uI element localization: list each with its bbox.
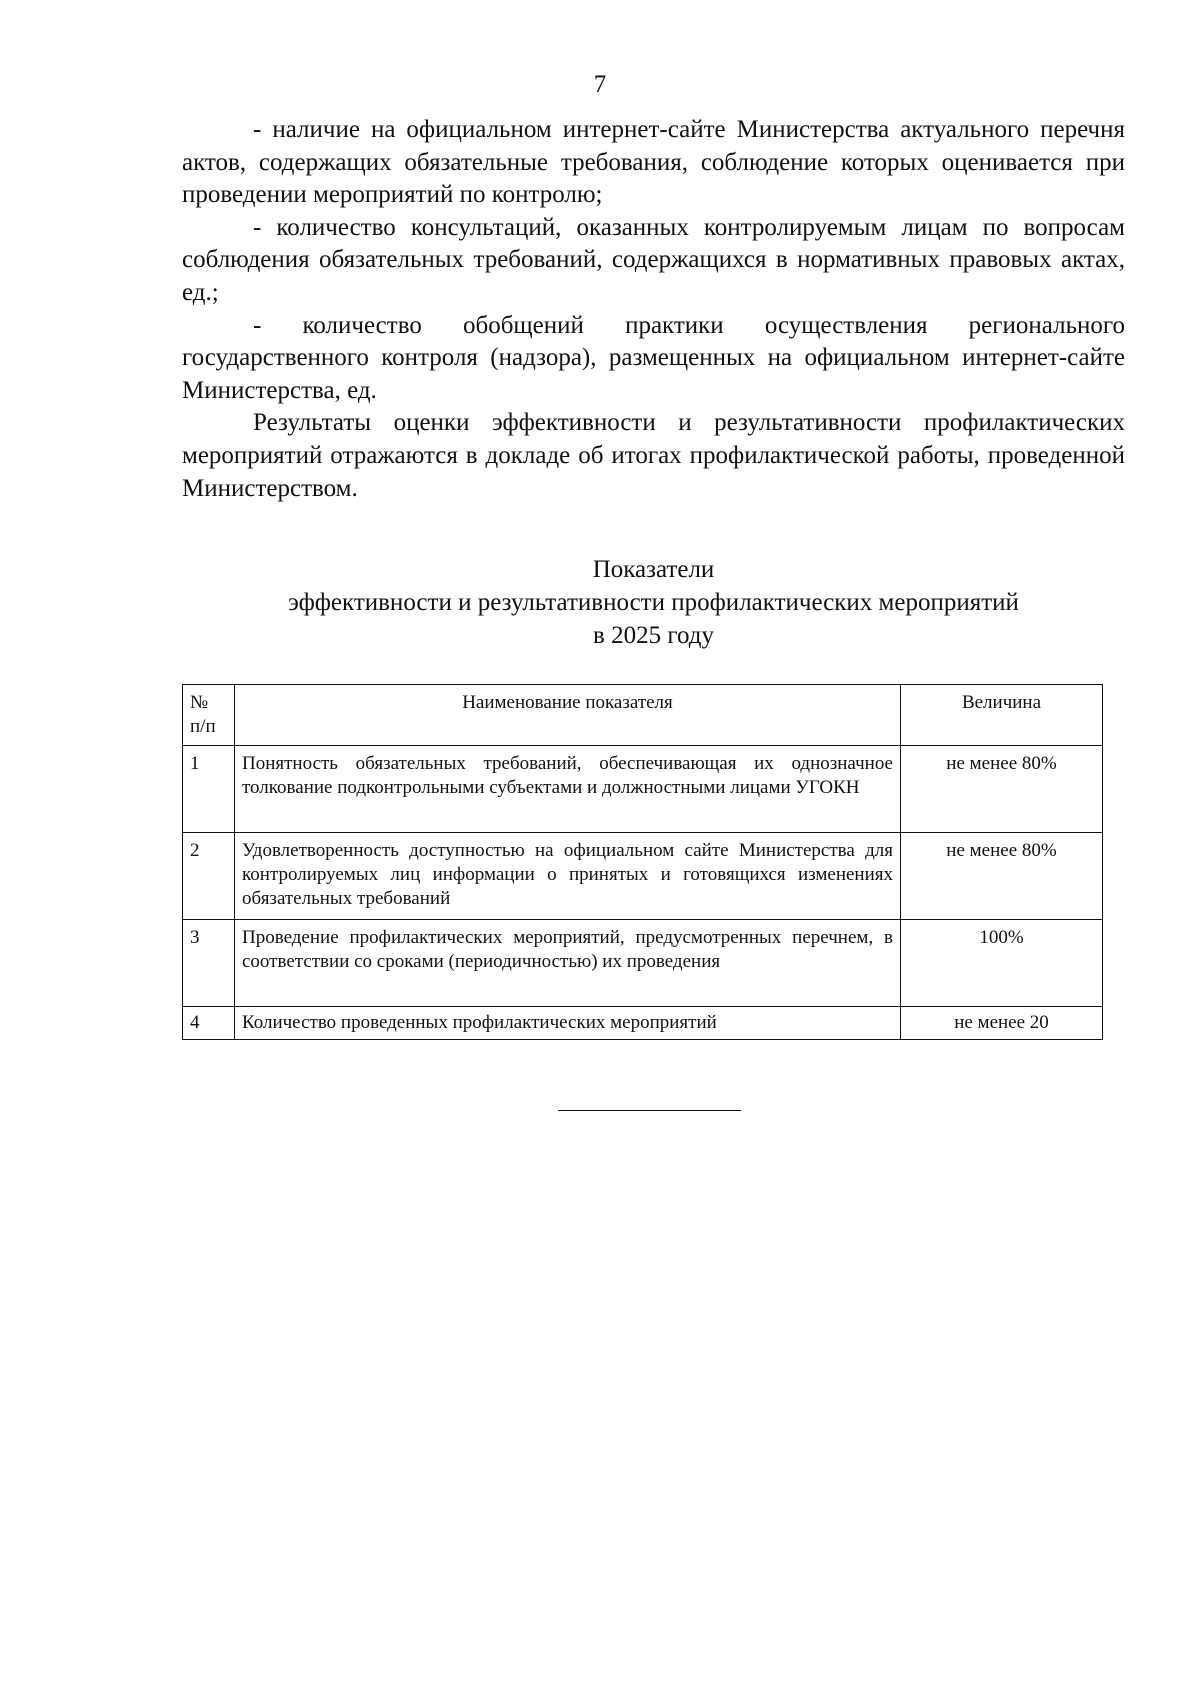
row-indicator-name: Проведение профилактических мероприятий, предусмотренных перечнем, в соответствии со сроками (периодичностью) их проведения: [235, 920, 901, 1007]
row-number: 2: [183, 833, 235, 920]
row-value: не менее 80%: [901, 833, 1103, 920]
row-indicator-name: Количество проведенных профилактических мероприятий: [235, 1007, 901, 1040]
paragraph-consultations: - количество консультаций, оказанных контролируемым лицам по вопросам соблюдения обязательных требований, содержащихся в нормативных правовых актах, ед.;: [182, 213, 1125, 306]
table-row: [183, 746, 1103, 833]
row-value: 100%: [901, 920, 1103, 1007]
row-value: не менее 80%: [901, 746, 1103, 833]
body-text: [182, 114, 1125, 505]
row-number: 3: [183, 920, 235, 1007]
table-header-row: [183, 685, 1103, 746]
header-indicator-name: Наименование показателя: [235, 685, 901, 746]
table-row: [183, 1007, 1103, 1040]
header-value: Величина: [901, 685, 1103, 746]
heading-line-1: Показатели: [592, 556, 715, 583]
indicators-table: [182, 684, 1103, 1040]
closing-rule: [558, 1110, 741, 1111]
row-indicator-name: Понятность обязательных требований, обеспечивающая их однозначное толкование подконтрольными субъектами и должностными лицами УГОКН: [235, 746, 901, 833]
row-number: 4: [183, 1007, 235, 1040]
heading-line-2: эффективности и результативности профилактических мероприятий: [288, 589, 1019, 616]
table-row: [183, 920, 1103, 1007]
header-number: № п/п: [183, 685, 235, 746]
table-row: [183, 833, 1103, 920]
page-number: 7: [593, 71, 607, 98]
paragraph-generalizations: - количество обобщений практики осуществления регионального государственного контроля (надзора), размещенных на официальном интернет-сайте Министерства, ед.: [182, 311, 1125, 404]
row-number: 1: [183, 746, 235, 833]
row-value: не менее 20: [901, 1007, 1103, 1040]
row-indicator-name: Удовлетворенность доступностью на официальном сайте Министерства для контролируемых лиц информации о принятых и готовящихся изменениях обязательных требований: [235, 833, 901, 920]
paragraph-results: Результаты оценки эффективности и результативности профилактических мероприятий отражаются в докладе об итогах профилактической работы, проведенной Министерством.: [182, 409, 1125, 502]
table-heading: [182, 553, 1125, 652]
heading-line-3: в 2025 году: [593, 622, 714, 649]
paragraph-acts-list: - наличие на официальном интернет-сайте Министерства актуального перечня актов, содержащих обязательные требования, соблюдение которых оценивается при проведении мероприятий по контролю;: [182, 116, 1125, 209]
